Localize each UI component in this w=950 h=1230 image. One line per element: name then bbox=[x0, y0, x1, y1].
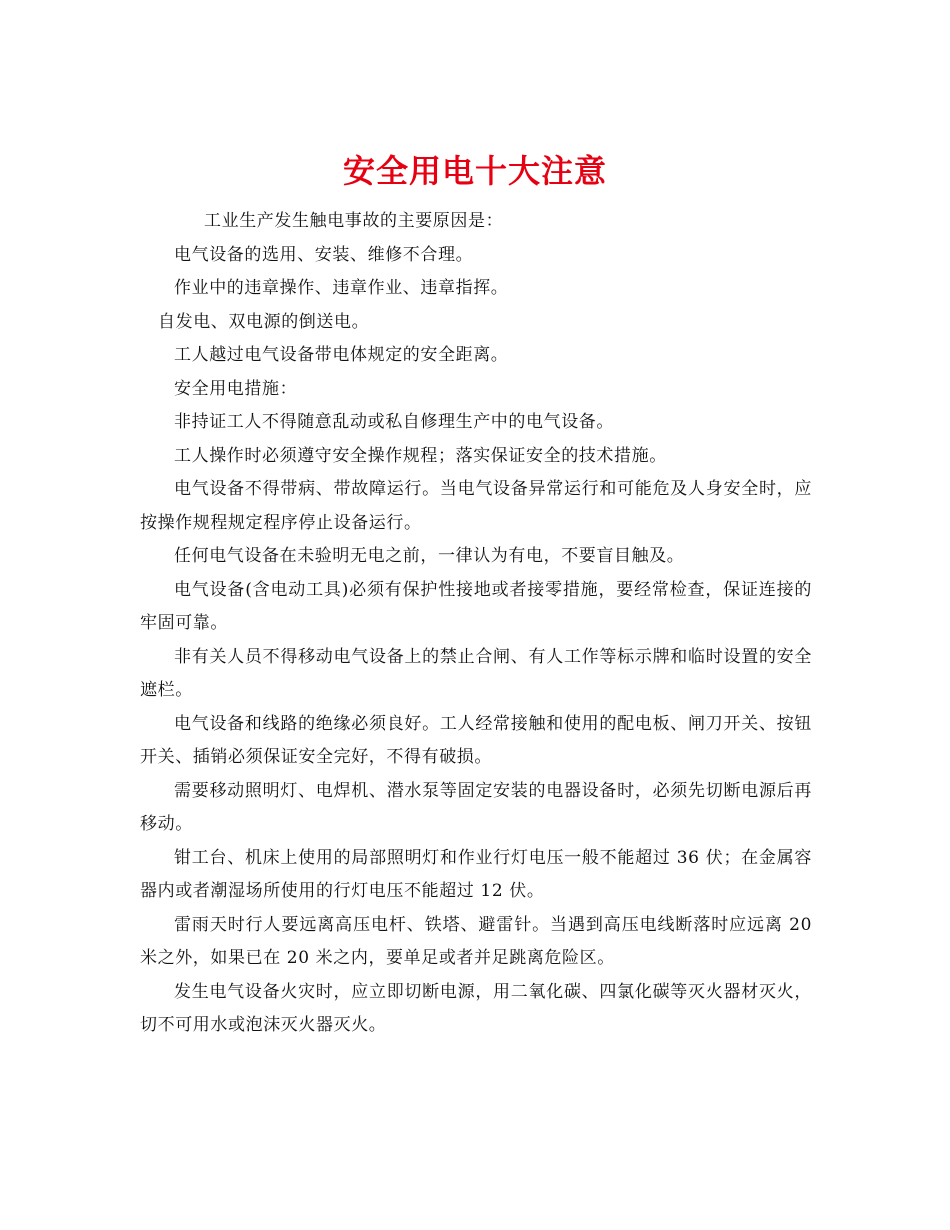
paragraph-measure-4: 任何电气设备在未验明无电之前，一律认为有电，不要盲目触及。 bbox=[174, 546, 685, 566]
paragraph-measure-3: 电气设备不得带病、带故障运行。当电气设备异常运行和可能危及人身安全时，应按操作规程规定程序停止设备运行。 bbox=[140, 479, 812, 533]
paragraph-cause-3: 自发电、双电源的倒送电。 bbox=[158, 311, 370, 332]
paragraph-causes-intro: 工业生产发生触电事故的主要原因是： bbox=[204, 211, 504, 231]
paragraph-measure-5: 电气设备(含电动工具)必须有保护性接地或者接零措施，要经常检查，保证连接的牢固可靠。 bbox=[140, 579, 812, 633]
paragraph-cause-4: 工人越过电气设备带电体规定的安全距离。 bbox=[174, 345, 509, 365]
paragraph-measure-6: 非有关人员不得移动电气设备上的禁止合闸、有人工作等标示牌和临时设置的安全遮栏。 bbox=[140, 646, 812, 700]
document-title: 安全用电十大注意 bbox=[342, 152, 607, 191]
paragraph-measure-7: 电气设备和线路的绝缘必须良好。工人经常接触和使用的配电板、闸刀开关、按钮开关、插销必须保证安全完好，不得有破损。 bbox=[140, 713, 812, 767]
paragraph-cause-2: 作业中的违章操作、违章作业、违章指挥。 bbox=[174, 278, 509, 298]
paragraph-measures-intro: 安全用电措施： bbox=[174, 378, 298, 399]
paragraph-measure-9: 钳工台、机床上使用的局部照明灯和作业行灯电压一般不能超过 36 伏；在金属容器内或者潮湿场所使用的行灯电压不能超过 12 伏。 bbox=[140, 847, 812, 901]
paragraph-measure-2: 工人操作时必须遵守安全操作规程；落实保证安全的技术措施。 bbox=[174, 445, 667, 466]
paragraph-measure-11: 发生电气设备火灾时，应立即切断电源，用二氧化碳、四氯化碳等灭火器材灭火，切不可用水或泡沫灭火器灭火。 bbox=[140, 981, 812, 1035]
paragraph-measure-1: 非持证工人不得随意乱动或私自修理生产中的电气设备。 bbox=[174, 412, 614, 432]
paragraph-measure-8: 需要移动照明灯、电焊机、潜水泵等固定安装的电器设备时，必须先切断电源后再移动。 bbox=[140, 780, 812, 834]
paragraph-cause-1: 电气设备的选用、安装、维修不合理。 bbox=[174, 244, 474, 265]
document-body bbox=[140, 205, 812, 1043]
paragraph-measure-10: 雷雨天时行人要远离高压电杆、铁塔、避雷针。当遇到高压电线断落时应远离 20 米之外，如果已在 20 米之内，要单足或者并足跳离危险区。 bbox=[140, 914, 812, 968]
